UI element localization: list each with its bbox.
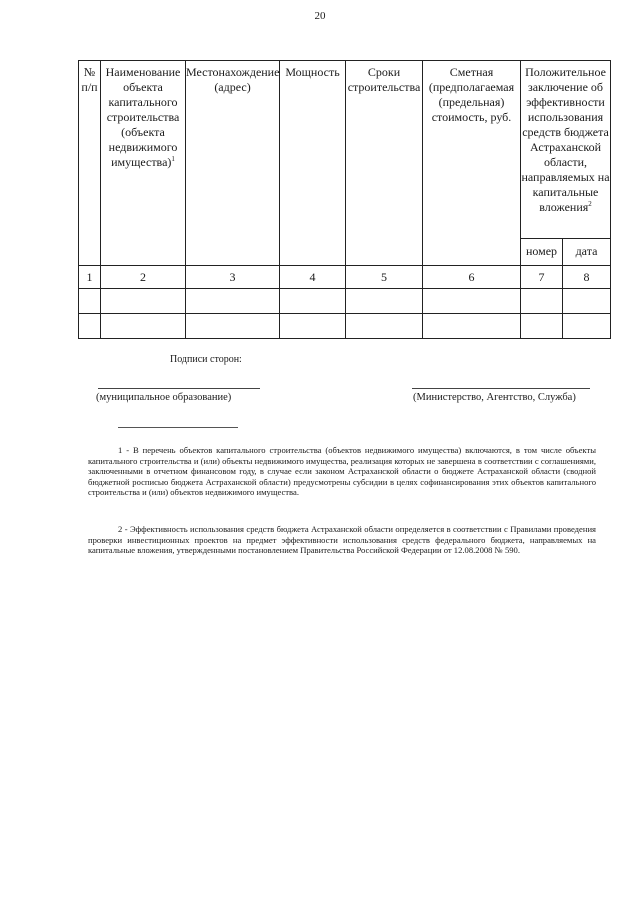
signatures-title: Подписи сторон: bbox=[170, 354, 242, 365]
header-construction-terms: Сроки строительства bbox=[346, 61, 423, 266]
table-cell bbox=[101, 314, 186, 339]
table-cell bbox=[280, 314, 346, 339]
table-cell bbox=[79, 289, 101, 314]
header-efficiency-conclusion bbox=[521, 61, 611, 239]
table-cell bbox=[521, 314, 563, 339]
signature-line-left bbox=[98, 388, 260, 389]
table-cell bbox=[186, 289, 280, 314]
column-number: 4 bbox=[280, 266, 346, 289]
header-object-name bbox=[101, 61, 186, 266]
header-capacity: Мощность bbox=[280, 61, 346, 266]
capital-construction-table bbox=[78, 60, 611, 339]
header-efficiency-conclusion-text: Положительное заключение об эффективности использования средств бюджета Астраханской области, направляемых на капитальные вложения bbox=[521, 65, 610, 214]
column-number: 2 bbox=[101, 266, 186, 289]
subheader-date: дата bbox=[563, 238, 611, 265]
column-numbers-row bbox=[79, 266, 611, 289]
footnote-2: 2 - Эффективность использования средств бюджета Астраханской области определяется в соответствии с Правилами проведения проверки инвестиционных проектов на предмет эффективности использования средств федерального бюджета, направляемых на капитальные вложения, утвержденными постановлением Правительства Российской Федерации от 12.08.2008 № 590. bbox=[88, 524, 596, 556]
page-number: 20 bbox=[314, 10, 326, 22]
footnote-separator bbox=[118, 427, 238, 428]
footnote-1: 1 - В перечень объектов капитального строительства (объектов недвижимого имущества) включаются, в том числе объекты капитального строительства и (или) объекты недвижимого имущества, реализация которых не завершена в соответствии с соглашениями, заключенными в отчетном финансовом году, в случае если законом Астраханской области о бюджете Астраханской области (сводной бюджетной росписью бюджета Астраханской области) предусмотрены субсидии в целях софинансирования этих объектов капитального строительства и (или) объектов недвижимого имущества. bbox=[88, 445, 596, 498]
table-header-row bbox=[79, 61, 611, 239]
table-cell bbox=[521, 289, 563, 314]
header-number: № п/п bbox=[79, 61, 101, 266]
footnote-ref-1: 1 bbox=[171, 155, 175, 163]
column-number: 1 bbox=[79, 266, 101, 289]
footnote-ref-2: 2 bbox=[588, 200, 592, 208]
signature-label-right: (Министерство, Агентство, Служба) bbox=[413, 392, 576, 403]
table-cell bbox=[186, 314, 280, 339]
table-cell bbox=[423, 289, 521, 314]
table-cell bbox=[563, 289, 611, 314]
signature-line-right bbox=[412, 388, 590, 389]
table-cell bbox=[101, 289, 186, 314]
table-cell bbox=[79, 314, 101, 339]
table-cell bbox=[563, 314, 611, 339]
column-number: 8 bbox=[563, 266, 611, 289]
header-object-name-text: Наименование объекта капитального строительства (объекта недвижимого имущества) bbox=[105, 65, 181, 169]
header-estimated-cost: Сметная (предполагаемая (предельная) стоимость, руб. bbox=[423, 61, 521, 266]
column-number: 3 bbox=[186, 266, 280, 289]
header-location: Местонахождение (адрес) bbox=[186, 61, 280, 266]
table-cell bbox=[423, 314, 521, 339]
subheader-number: номер bbox=[521, 238, 563, 265]
column-number: 5 bbox=[346, 266, 423, 289]
table-cell bbox=[346, 289, 423, 314]
table-cell bbox=[280, 289, 346, 314]
signature-label-left: (муниципальное образование) bbox=[96, 392, 232, 403]
table-row bbox=[79, 289, 611, 314]
column-number: 6 bbox=[423, 266, 521, 289]
column-number: 7 bbox=[521, 266, 563, 289]
table-cell bbox=[346, 314, 423, 339]
table-row bbox=[79, 314, 611, 339]
